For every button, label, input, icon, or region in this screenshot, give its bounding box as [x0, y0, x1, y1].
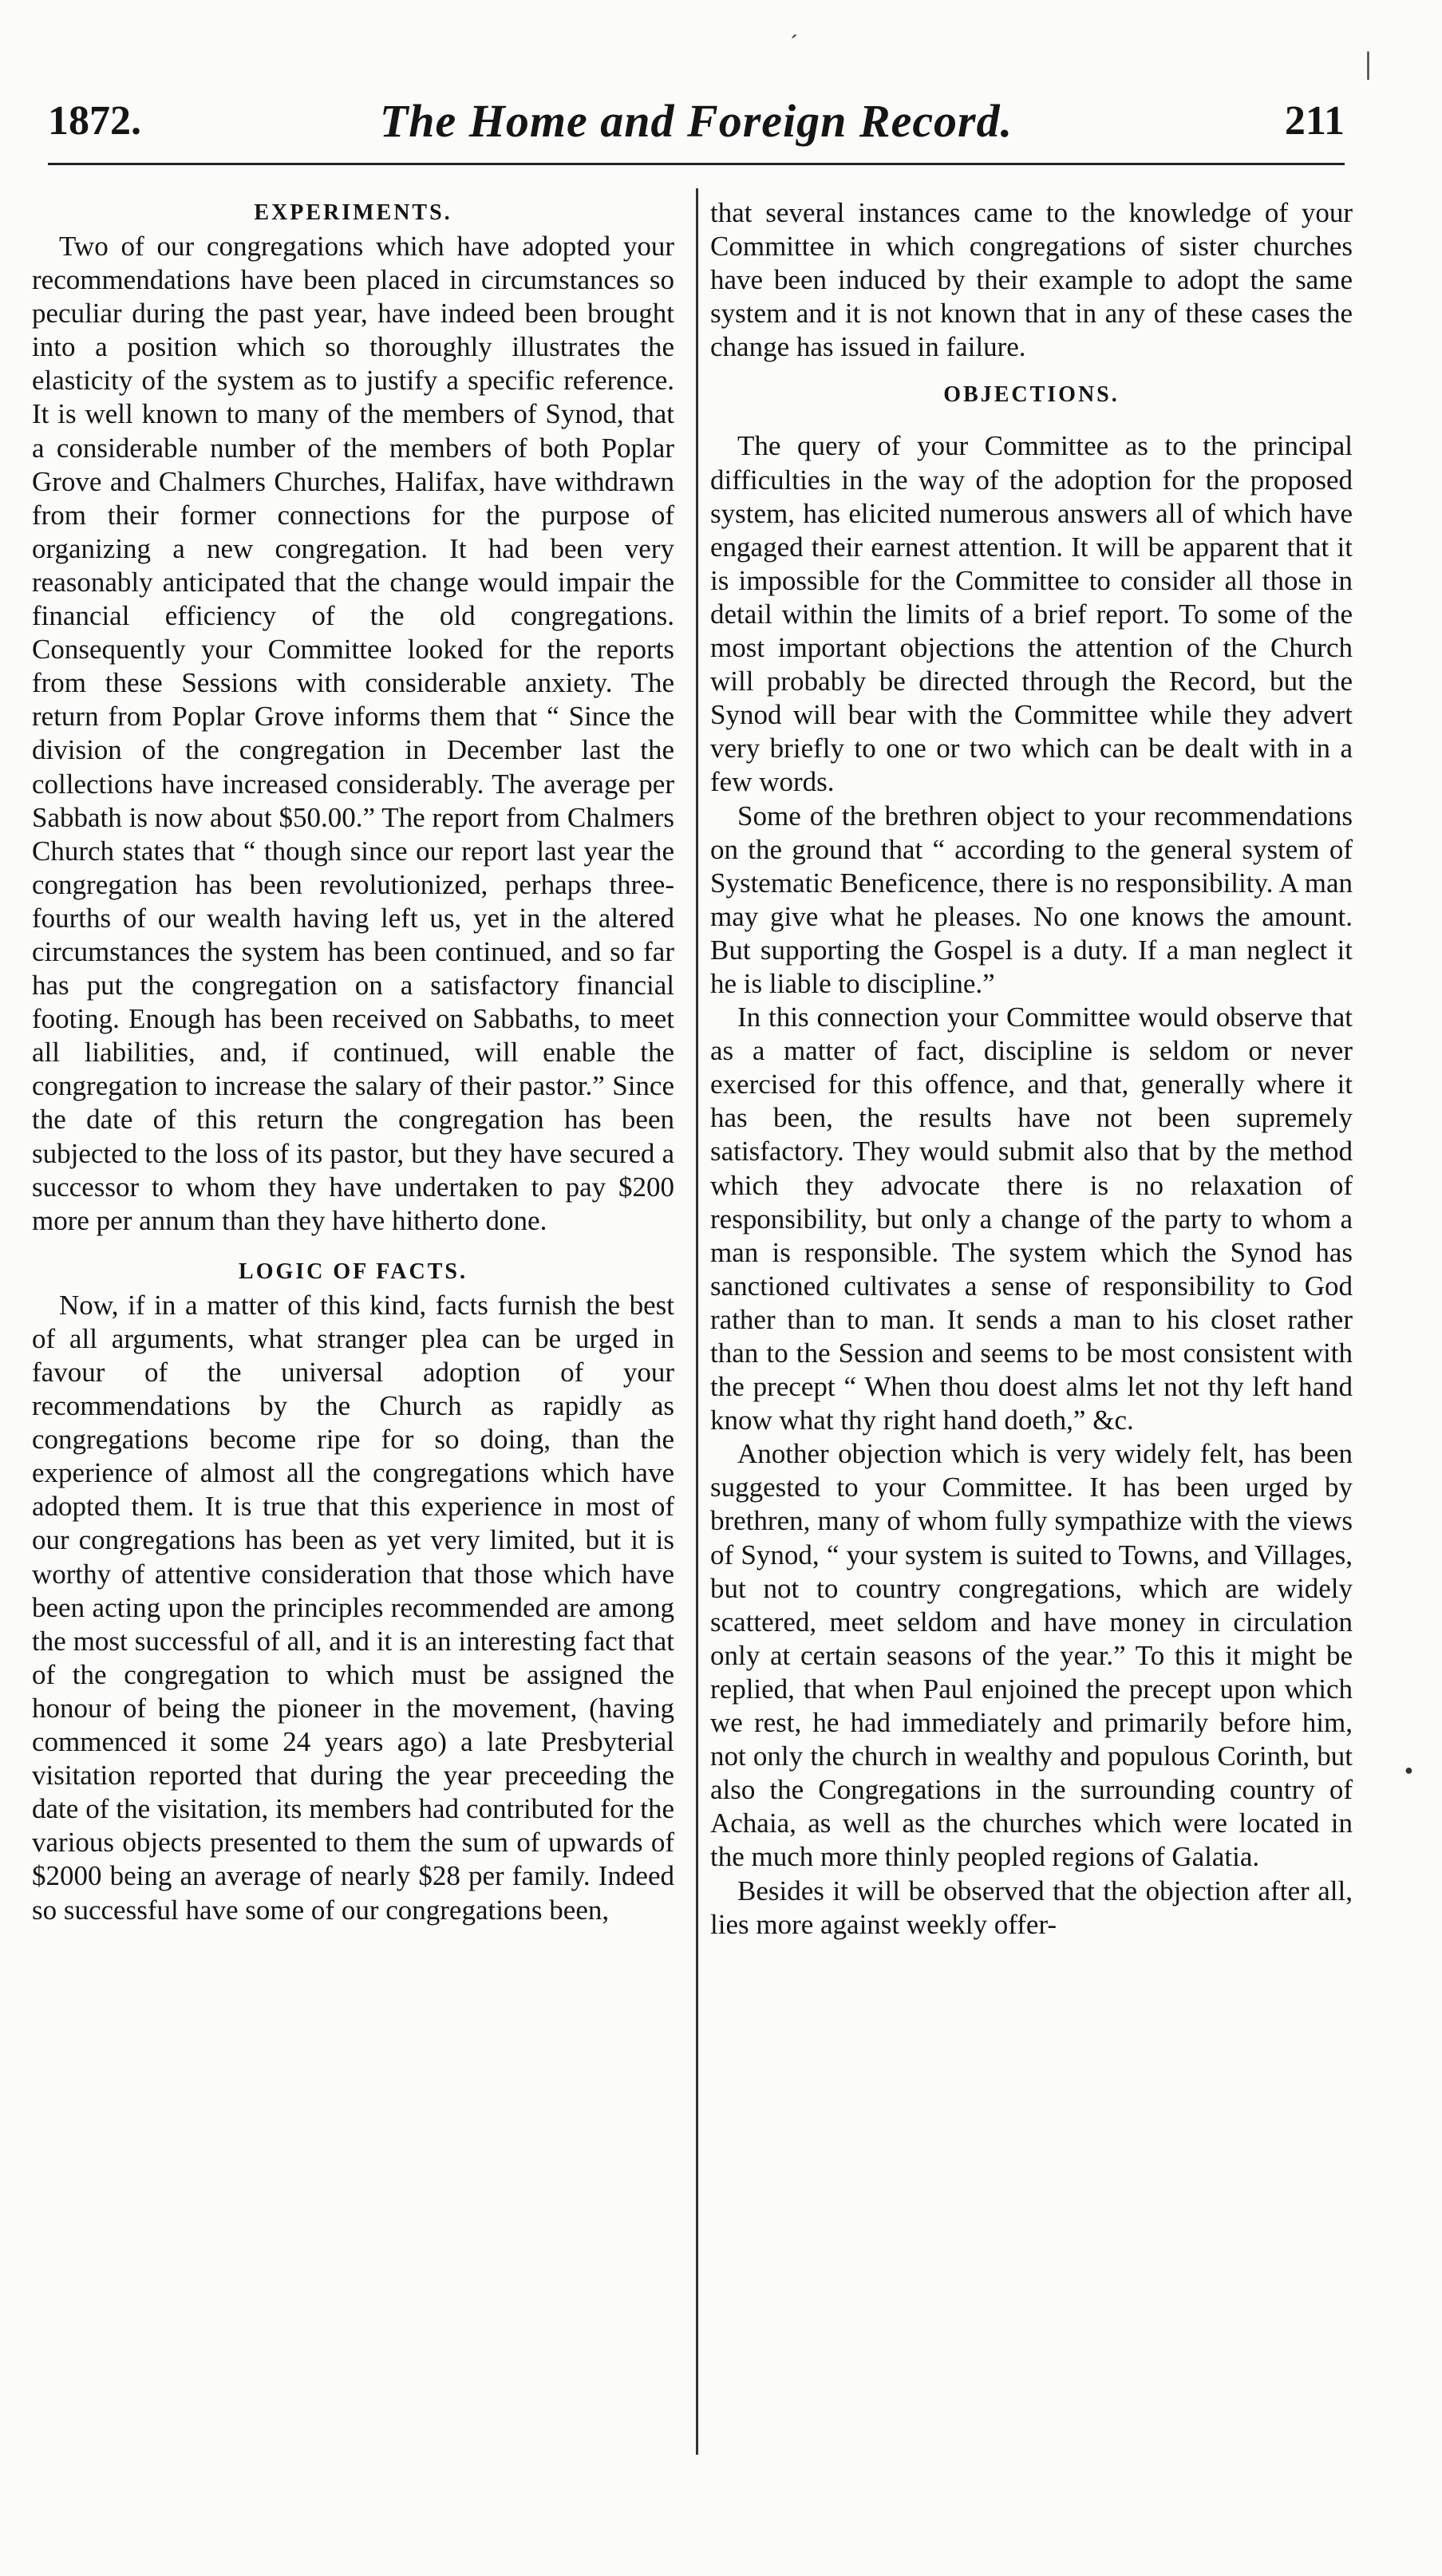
print-speck: ˊ — [790, 30, 798, 57]
column-divider — [696, 188, 698, 2455]
heading-logic-of-facts: LOGIC OF FACTS. — [239, 1258, 468, 1284]
paragraph-objections-query: The query of your Committee as to the principal difficulties in the way of the adoption for the proposed system, has elicited numerous answers all of which have engaged their earnest attention. It will be apparent that it is impossible for the Committee to consider all those in detail within the limits of a brief report. To some of the most important objections the attention of the Church will probably be directed through the Record, but the Synod will bear with the Committee while they advert very briefly to one or two which can be dealt with in a few words. — [710, 430, 1353, 798]
heading-experiments: EXPERIMENTS. — [254, 200, 452, 225]
paragraph-continued: that several instances came to the knowledge of your Committee in which congregations of sister churches have been induced by their example to adopt the same system and it is not known that in any of these cases the change has issued in failure. — [710, 197, 1353, 363]
print-speck: ● — [1404, 1762, 1413, 1778]
paragraph-committee-reply: In this connection your Committee would observe that as a matter of fact, discipline is seldom or never exercised for this offence, and that, generally where it has been, the results have not been supremely satisfactory. They would submit also that by the method which they advocate there is no relaxation of responsibility, but only a change of the party to whom a man is responsible. The system which the Synod has sanctioned cultivates a sense of responsibility to God rather than to man. It sends a man to his closet rather than to the Session and seems to be most consistent with the precept “ When thou doest alms let not thy left hand know what thy right hand doeth,” &c. — [710, 1002, 1353, 1436]
header-year: 1872. — [48, 98, 141, 144]
header-rule — [48, 163, 1345, 165]
paragraph-experiments: Two of our congregations which have adopted your recommendations have been placed in circumstances so peculiar during the past year, have indeed been brought into a position which so thoroughly illustrates the elasticity of the system as to justify a specific reference. It is well known to many of the members of Synod, that a considerable number of the members of both Poplar Grove and Chalmers Churches, Halifax, have withdrawn from their former connections for the purpose of organizing a new congregation. It had been very reasonably anticipated that the change would impair the financial efficiency of the old congregations. Consequently your Committee looked for the reports from these Sessions with considerable anxiety. The return from Poplar Grove informs them that “ Since the division of the congregation in December last the collections have increased considerably. The average per Sabbath is now about $50.00.” The report from Chalmers Church states that “ though since our report last year the congregation has been revolutionized, perhaps three-fourths of our wealth having left us, yet in the altered circumstances the system has been continued, and so far has put the congregation on a satisfactory financial footing. Enough has been received on Sabbaths, to meet all liabilities, and, if continued, will enable the congregation to increase the salary of their pastor.” Since the date of this return the congregation has been subjected to the loss of its pastor, but they have secured a successor to whom they have undertaken to pay $200 more per annum than they have hitherto done. — [32, 231, 674, 1236]
page-number: 211 — [1284, 98, 1345, 144]
paragraph-responsibility-objection: Some of the brethren object to your recommendations on the ground that “ according to the general system of Systematic Beneficence, there is no responsibility. A man may give what he pleases. No one knows the amount. But supporting the Gospel is a duty. If a man neglect it he is liable to discipline.” — [710, 800, 1353, 999]
paragraph-country-objection: Another objection which is very widely felt, has been suggested to your Committee. It has been urged by brethren, many of whom fully sympathize with the views of Synod, “ your system is suited to Towns, and Villages, but not to country congregations, which are widely scattered, meet seldom and have money in circulation only at certain seasons of the year.” To this it might be replied, that when Paul enjoined the precept upon which we rest, he had immediately and primarily before him, not only the church in wealthy and populous Corinth, but also the Congregations in the surrounding country of Achaia, as well as the churches which were located in the much more thinly peopled regions of Galatia. — [710, 1438, 1353, 1873]
heading-objections: OBJECTIONS. — [943, 382, 1120, 408]
left-column — [32, 196, 674, 1927]
print-speck: ׀ — [1361, 54, 1375, 81]
page-header — [48, 97, 1345, 161]
right-column — [710, 196, 1353, 1942]
paragraph-logic-of-facts: Now, if in a matter of this kind, facts furnish the best of all arguments, what stranger plea can be urged in favour of the universal adoption of your recommendations by the Church as rapidly as congregations become ripe for so doing, than the experience of almost all the congregations which have adopted them. It is true that this experience in most of our congregations has been as yet very limited, but it is worthy of attentive consideration that those which have been acting upon the principles recommended are among the most successful of all, and it is an interesting fact that of the congregation to which must be assigned the honour of being the pioneer in the movement, (having commenced it some 24 years ago) a late Presbyterial visitation reported that during the year preceeding the date of the visitation, its members had contributed for the various objects presented to them the sum of upwards of $2000 being an average of nearly $28 per family. Indeed so successful have some of our congregations been, — [32, 1289, 674, 1926]
journal-title: The Home and Foreign Record. — [379, 95, 1013, 147]
paragraph-weekly-offering: Besides it will be observed that the objection after all, lies more against weekly offer- — [710, 1875, 1353, 1940]
